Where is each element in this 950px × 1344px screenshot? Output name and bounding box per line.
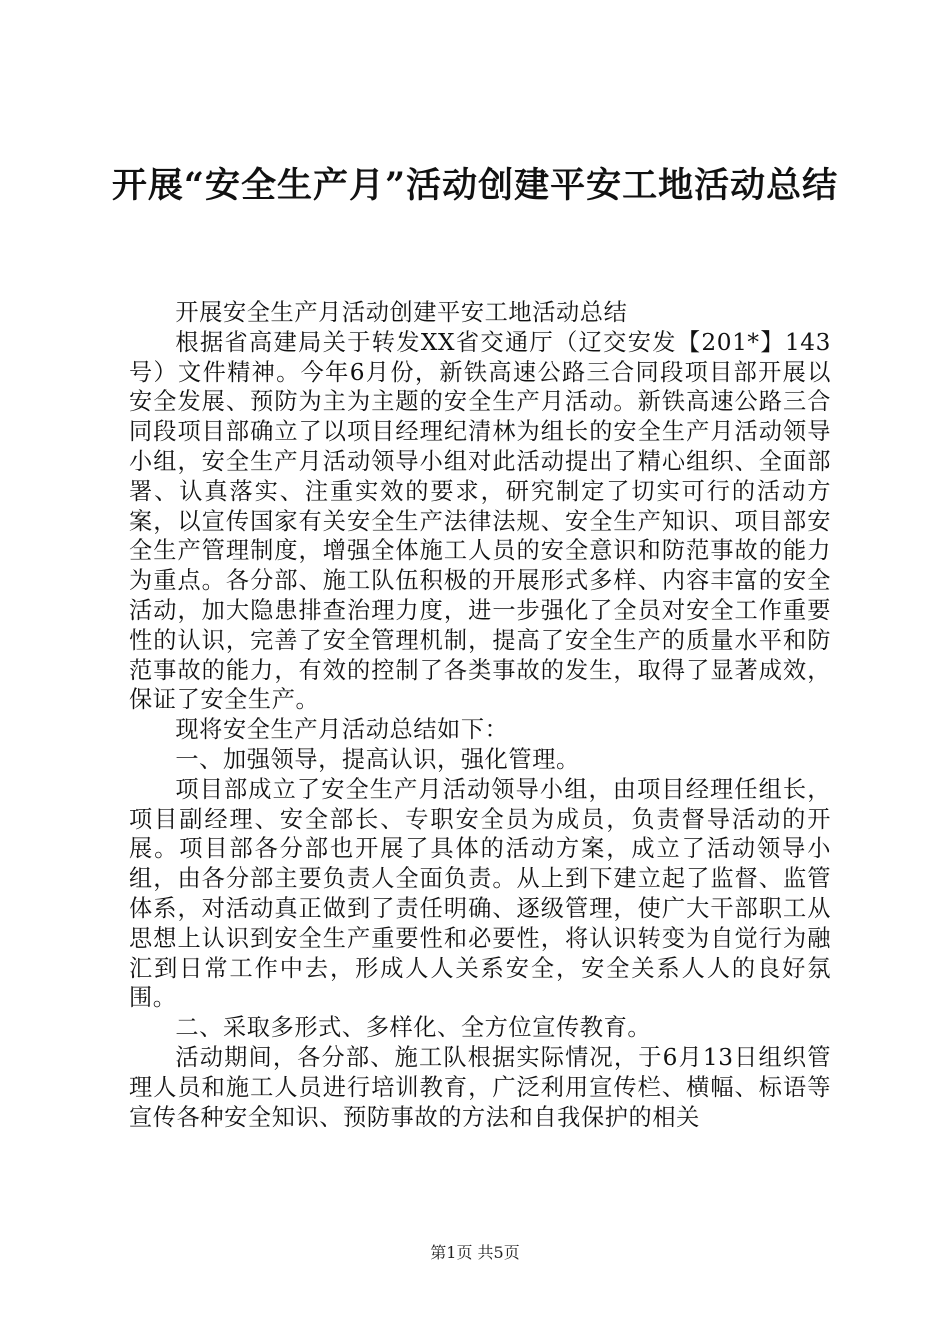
section-heading-1: 一、加强领导，提高认识，强化管理。: [175, 745, 580, 773]
document-title: 开展“安全生产月”活动创建平安工地活动总结: [111, 165, 839, 206]
document-subtitle: 开展安全生产月活动创建平安工地活动总结: [175, 299, 628, 326]
paragraph-section-2: 活动期间，各分部、施工队根据实际情况，于6月13日组织管理人员和施工人员进行培训教育，广泛利用宣传栏、横幅、标语等宣传各种安全知识、预防事故的方法和自我保护的相关: [129, 1043, 831, 1131]
section-heading-2: 二、采取多形式、多样化、全方位宣传教育。: [175, 1014, 652, 1042]
paragraph-section-1: 项目部成立了安全生产月活动领导小组，由项目经理任组长，项目副经理、安全部长、专职安全员为成员，负责督导活动的开展。项目部各分部也开展了具体的活动方案，成立了活动领导小组，由各分部主要负责人全面负责。从上到下建立起了监督、监管体系，对活动真正做到了责任明确、逐级管理，使广大干部职工从思想上认识到安全生产重要性和必要性，将认识转变为自觉行为融汇到日常工作中去，形成人人关系安全，安全关系人人的良好氛围。: [129, 775, 831, 1012]
document-body: [129, 298, 831, 1132]
paragraph-summary-lead: 现将安全生产月活动总结如下：: [175, 716, 509, 744]
paragraph-intro: 根据省高建局关于转发XX省交通厅（辽交安发【201*】143号）文件精神。今年6月份，新铁高速公路三合同段项目部开展以安全发展、预防为主为主题的安全生产月活动。新铁高速公路三合同段项目部确立了以项目经理纪清林为组长的安全生产月活动领导小组，安全生产月活动领导小组对此活动提出了精心组织、全面部署、认真落实、注重实效的要求，研究制定了切实可行的活动方案，以宣传国家有关安全生产法律法规、安全生产知识、项目部安全生产管理制度，增强全体施工人员的安全意识和防范事故的能力为重点。各分部、施工队伍积极的开展形式多样、内容丰富的安全活动，加大隐患排查治理力度，进一步强化了全员对安全工作重要性的认识，完善了安全管理机制，提高了安全生产的质量水平和防范事故的能力，有效的控制了各类事故的发生，取得了显著成效，保证了安全生产。: [129, 328, 831, 714]
page-footer: 第1页 共5页: [430, 1243, 520, 1262]
